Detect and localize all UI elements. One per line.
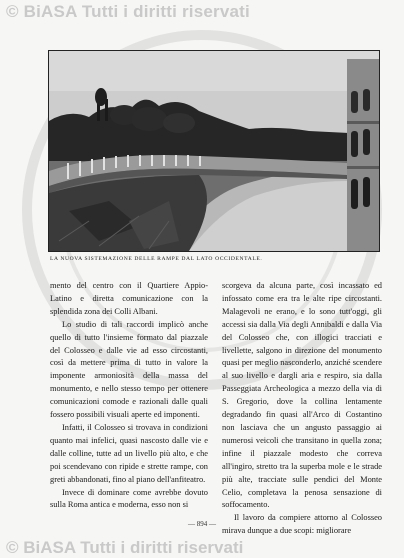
left-paragraph-1: mento del centro con il Quartiere Appio-Latino e diretta comunicazione con la splendida zona dei Colli Albani. xyxy=(50,281,208,316)
left-paragraph-3: Infatti, il Colosseo si trovava in condizioni quanto mai infelici, quasi nascosto dalle vie e dalle colline, tutte ad un livello più alto, e che poi scendevano con ripide e strette rampe, con greti abbandonati, fino al piano dell'anfiteatro. xyxy=(50,422,208,484)
right-paragraph-2: Il lavoro da compiere attorno al Colosseo mirava dunque a due scopi: migliorare xyxy=(222,513,382,536)
left-text-column xyxy=(50,280,208,512)
page-number: — 894 — xyxy=(188,520,216,528)
left-paragraph-2: Lo studio di tali raccordi implicò anche quello di tutto l'insieme formato dal piazzale del Colosseo e dalle vie ad esso circostanti, così da mettere prima di tutto in valore la imponente armoniosità della massa del monumento, e nello stesso tempo per ottenere comunicazioni comode e razionali dalle quali fossero possibili visuali aperte ed imponenti. xyxy=(50,319,208,420)
right-paragraph-1: scorgeva da alcuna parte, così incassato ed infossato come era tra le alte ripe circostanti. Malagevoli ne erano, e lo sono tutt'oggi, gli accessi sia dalla Via degli Annibaldi e dalla Via del Colosseo che, con illogici tracciati e livellette, salgono in direzione del monumento quasi per meglio nasconderlo, anziché scendere al suo livello e dargli aria e respiro, sia dalla Passeggiata Archeologica a mezzo della via di S. Gregorio, dove la collina lentamente degradando fin quasi all'Arco di Costantino non lasciava che un angusto passaggio ai numerosi veicoli che transitano in quella zona; infine il piazzale modesto che correva all'ingiro, stretto tra la superba mole e le strade più alte, tracciate sulle pendici del Monte Celio, completava la penosa sensazione di soffocamento. xyxy=(222,281,382,510)
copyright-watermark-top: © BiASA Tutti i diritti riservati xyxy=(6,2,250,21)
colosseum-ramps-photo xyxy=(48,50,380,252)
copyright-watermark-bottom: © BiASA Tutti i diritti riservati xyxy=(6,538,244,557)
figure-caption: LA NUOVA SISTEMAZIONE DELLE RAMPE DAL LATO OCCIDENTALE. xyxy=(50,256,263,262)
right-text-column xyxy=(222,280,382,538)
left-paragraph-4: Invece di dominare come avrebbe dovuto sulla Roma antica e moderna, esso non si xyxy=(50,487,208,510)
